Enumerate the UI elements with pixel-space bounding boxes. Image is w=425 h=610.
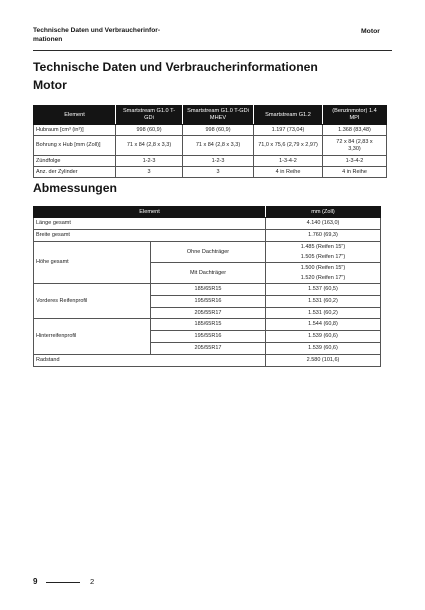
engine-cell: 72 x 84 (2,83 x 3,30) — [323, 136, 387, 156]
engine-row-label: Hubraum [cm³ (in³)] — [34, 125, 116, 136]
table-row — [34, 242, 381, 263]
dim-value-line: 1.500 (Reifen 15") — [300, 265, 346, 271]
engine-cell: 1.368 (83,48) — [323, 125, 387, 136]
engine-cell: 998 (60,9) — [183, 125, 254, 136]
engine-header-cell: (Benzinmotor) 1.4 MPI — [323, 106, 387, 125]
engine-cell: 4 in Reihe — [323, 167, 387, 178]
table-row — [34, 284, 381, 296]
table-row — [34, 136, 387, 156]
engine-cell: 71 x 84 (2,8 x 3,3) — [183, 136, 254, 156]
running-header-line: mationen — [33, 35, 63, 43]
dim-value-line: 1.520 (Reifen 17") — [300, 275, 346, 281]
dim-sublabel: Ohne Dachträger — [151, 242, 266, 263]
dim-value — [266, 263, 381, 284]
dim-tire-size: 185/65R15 — [151, 284, 266, 296]
dim-value: 1.531 (60,2) — [266, 307, 381, 319]
dim-tire-size: 195/55R16 — [151, 331, 266, 343]
table-row — [34, 125, 387, 136]
footer-sub-number: 2 — [90, 577, 95, 586]
engine-header-cell: Smartstream G1.2 — [254, 106, 323, 125]
dimensions-table-header-row — [34, 207, 381, 218]
dim-value — [266, 242, 381, 263]
engine-header-cell: Smartstream G1.0 T-GDi — [116, 106, 183, 125]
engine-header-cell: Smartstream G1.0 T-GDi MHEV — [183, 106, 254, 125]
engine-cell: 3 — [116, 167, 183, 178]
running-header-line: Technische Daten und Verbraucherinfor- — [33, 27, 161, 34]
dim-label-front-track: Vorderes Reifenprofil — [34, 284, 151, 319]
dim-value: 1.544 (60,8) — [266, 319, 381, 331]
engine-cell: 1-2-3 — [116, 156, 183, 167]
engine-cell: 4 in Reihe — [254, 167, 323, 178]
dim-label-width: Breite gesamt — [34, 230, 266, 242]
section-title-engine: Motor — [33, 78, 67, 92]
engine-cell: 1-3-4-2 — [323, 156, 387, 167]
dim-value-line: 1.505 (Reifen 17") — [300, 254, 346, 260]
engine-table-header-row — [34, 106, 387, 125]
table-row — [34, 354, 381, 366]
dim-value: 2.580 (101,6) — [266, 354, 381, 366]
dim-value: 4.140 (163,0) — [266, 218, 381, 230]
engine-cell: 1-2-3 — [183, 156, 254, 167]
table-row — [34, 167, 387, 178]
table-row — [34, 218, 381, 230]
engine-specs-table — [33, 105, 387, 178]
dim-tire-size: 185/65R15 — [151, 319, 266, 331]
dim-label-rear-track: Hinterreifenprofil — [34, 319, 151, 354]
dimensions-table — [33, 206, 381, 367]
engine-header-cell: Element — [34, 106, 116, 125]
page-number: 9 — [33, 577, 38, 586]
header-divider — [33, 50, 392, 51]
dim-tire-size: 205/55R17 — [151, 342, 266, 354]
table-row — [34, 156, 387, 167]
dimensions-header-element: Element — [34, 207, 266, 218]
engine-row-label: Bohrung x Hub [mm (Zoll)] — [34, 136, 116, 156]
dim-tire-size: 195/55R16 — [151, 295, 266, 307]
dim-value: 1.760 (69,3) — [266, 230, 381, 242]
engine-cell: 71,0 x 75,6 (2,79 x 2,97) — [254, 136, 323, 156]
footer-divider — [46, 582, 80, 583]
engine-cell: 71 x 84 (2,8 x 3,3) — [116, 136, 183, 156]
dim-value: 1.539 (60,6) — [266, 342, 381, 354]
dim-label-length: Länge gesamt — [34, 218, 266, 230]
dim-tire-size: 205/55R17 — [151, 307, 266, 319]
running-header-chapter: Motor — [361, 28, 380, 35]
table-row — [34, 230, 381, 242]
dim-value: 1.537 (60,5) — [266, 284, 381, 296]
dim-value: 1.539 (60,6) — [266, 331, 381, 343]
engine-cell: 3 — [183, 167, 254, 178]
section-title-dimensions: Abmessungen — [33, 181, 117, 195]
engine-row-label: Anz. der Zylinder — [34, 167, 116, 178]
engine-row-label: Zündfolge — [34, 156, 116, 167]
engine-cell: 1-3-4-2 — [254, 156, 323, 167]
engine-cell: 998 (60,9) — [116, 125, 183, 136]
table-row — [34, 319, 381, 331]
dimensions-header-unit: mm (Zoll) — [266, 207, 381, 218]
engine-cell: 1.197 (73,04) — [254, 125, 323, 136]
page-title: Technische Daten und Verbraucherinformationen — [33, 60, 318, 74]
running-header-title — [33, 27, 160, 44]
dim-value-line: 1.485 (Reifen 15") — [300, 244, 346, 250]
dim-label-height: Höhe gesamt — [34, 242, 151, 284]
dim-value: 1.531 (60,2) — [266, 295, 381, 307]
dim-label-wheelbase: Radstand — [34, 354, 266, 366]
dim-sublabel: Mit Dachträger — [151, 263, 266, 284]
